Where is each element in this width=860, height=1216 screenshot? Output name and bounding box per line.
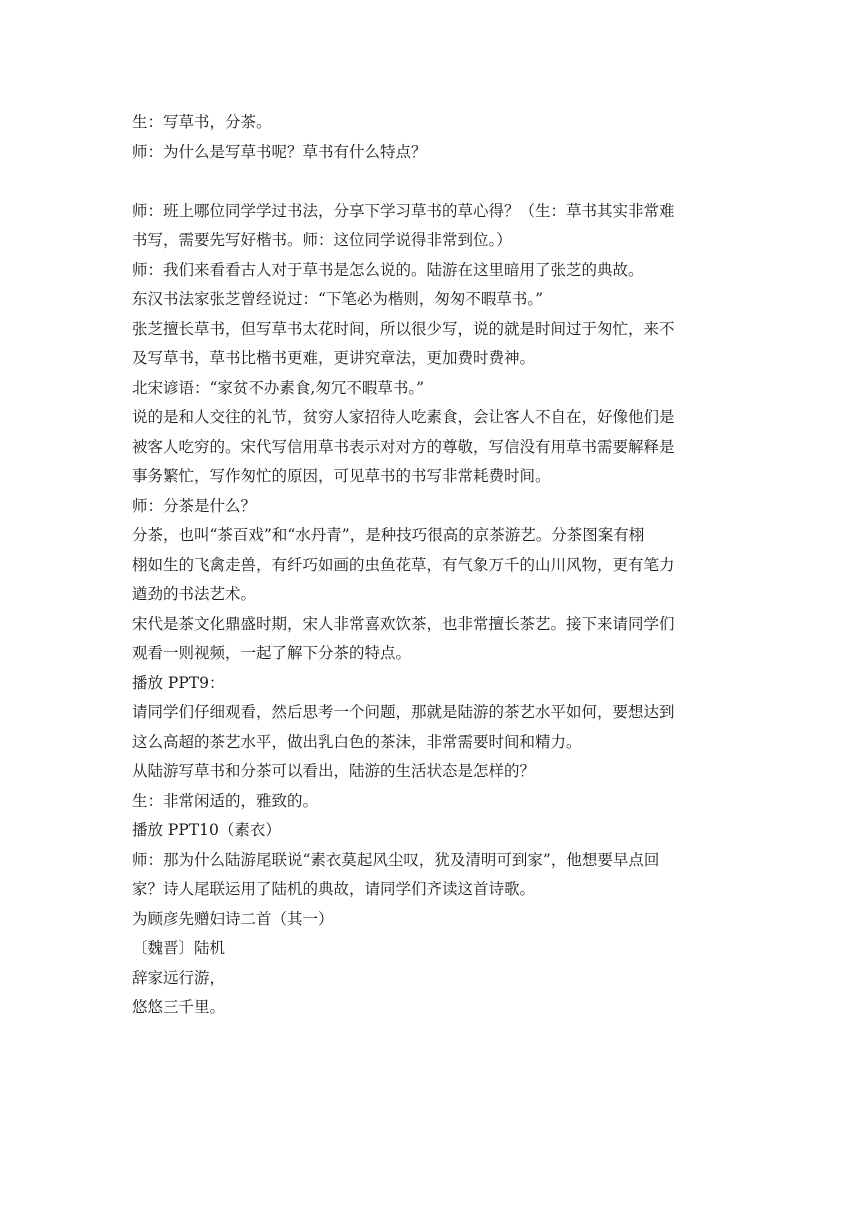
text-line-26: 师：那为什么陆游尾联说“素衣莫起风尘叹，犹及清明可到家”，他想要早点回 bbox=[132, 850, 660, 869]
text-line-9: 及写草书，草书比楷书更难，更讲究章法，更加费时费神。 bbox=[132, 349, 536, 367]
text-line-8: 张芝擅长草书，但写草书太花时间，所以很少写，说的就是时间过于匆忙，来不 bbox=[132, 319, 675, 338]
text-line-10: 北宋谚语：“家贫不办素食,匆冗不暇草书。” bbox=[132, 378, 425, 397]
text-line-21: 请同学们仔细观看，然后思考一个问题，那就是陆游的茶艺水平如何，要想达到 bbox=[132, 703, 675, 721]
text-line-16: 栩如生的飞禽走兽，有纤巧如画的虫鱼花草，有气象万千的山川风物，更有笔力 bbox=[132, 555, 675, 574]
text-line-13: 事务繁忙，写作匆忙的原因，可见草书的书写非常耗费时间。 bbox=[132, 467, 551, 485]
text-line-23: 从陆游写草书和分茶可以看出，陆游的生活状态是怎样的？ bbox=[132, 762, 536, 780]
blank-line bbox=[132, 167, 732, 197]
text-line-20: 播放 PPT9： bbox=[132, 673, 225, 692]
text-line-17: 遒劲的书法艺术。 bbox=[132, 585, 257, 603]
poem-line-1: 辞家远行游， bbox=[132, 968, 226, 987]
poem-author: 〔魏晋〕陆机 bbox=[132, 939, 226, 957]
text-line-25: 播放 PPT10（素衣） bbox=[132, 821, 281, 839]
text-line-7: 东汉书法家张芝曾经说过：“下笔必为楷则，匆匆不暇草书。” bbox=[132, 290, 544, 308]
poem-line-2: 悠悠三千里。 bbox=[132, 998, 226, 1016]
text-line-27: 家？诗人尾联运用了陆机的典故，请同学们齐读这首诗歌。 bbox=[132, 880, 536, 898]
text-line-11: 说的是和人交往的礼节，贫穷人家招待人吃素食，会让客人不自在，好像他们是 bbox=[132, 408, 675, 426]
poem-title: 为顾彦先赠妇诗二首（其一） bbox=[132, 909, 334, 928]
text-line-12: 被客人吃穷的。宋代写信用草书表示对对方的尊敬，写信没有用草书需要解释是 bbox=[132, 437, 675, 456]
text-line-22: 这么高超的茶艺水平，做出乳白色的茶沫，非常需要时间和精力。 bbox=[132, 732, 582, 751]
text-line-14: 师：分茶是什么？ bbox=[132, 496, 257, 515]
text-line-6: 师：我们来看看古人对于草书是怎么说的。陆游在这里暗用了张芝的典故。 bbox=[132, 260, 644, 279]
text-line-15: 分茶，也叫“茶百戏”和“水丹青”，是种技巧很高的京茶游艺。分茶图案有栩 bbox=[132, 526, 645, 544]
text-line-24: 生：非常闲适的，雅致的。 bbox=[132, 791, 319, 810]
text-line-19: 观看一则视频，一起了解下分茶的特点。 bbox=[132, 644, 412, 662]
text-line-5: 书写，需要先写好楷书。师：这位同学说得非常到位。） bbox=[132, 231, 512, 249]
text-line-4: 师：班上哪位同学学过书法，分享下学习草书的草心得？（生：草书其实非常难 bbox=[132, 201, 675, 220]
text-line-1: 生：写草书，分茶。 bbox=[132, 113, 272, 131]
text-line-18: 宋代是茶文化鼎盛时期，宋人非常喜欢饮茶，也非常擅长茶艺。接下来请同学们 bbox=[132, 614, 675, 633]
text-line-2: 师：为什么是写草书呢？草书有什么特点？ bbox=[132, 142, 427, 161]
